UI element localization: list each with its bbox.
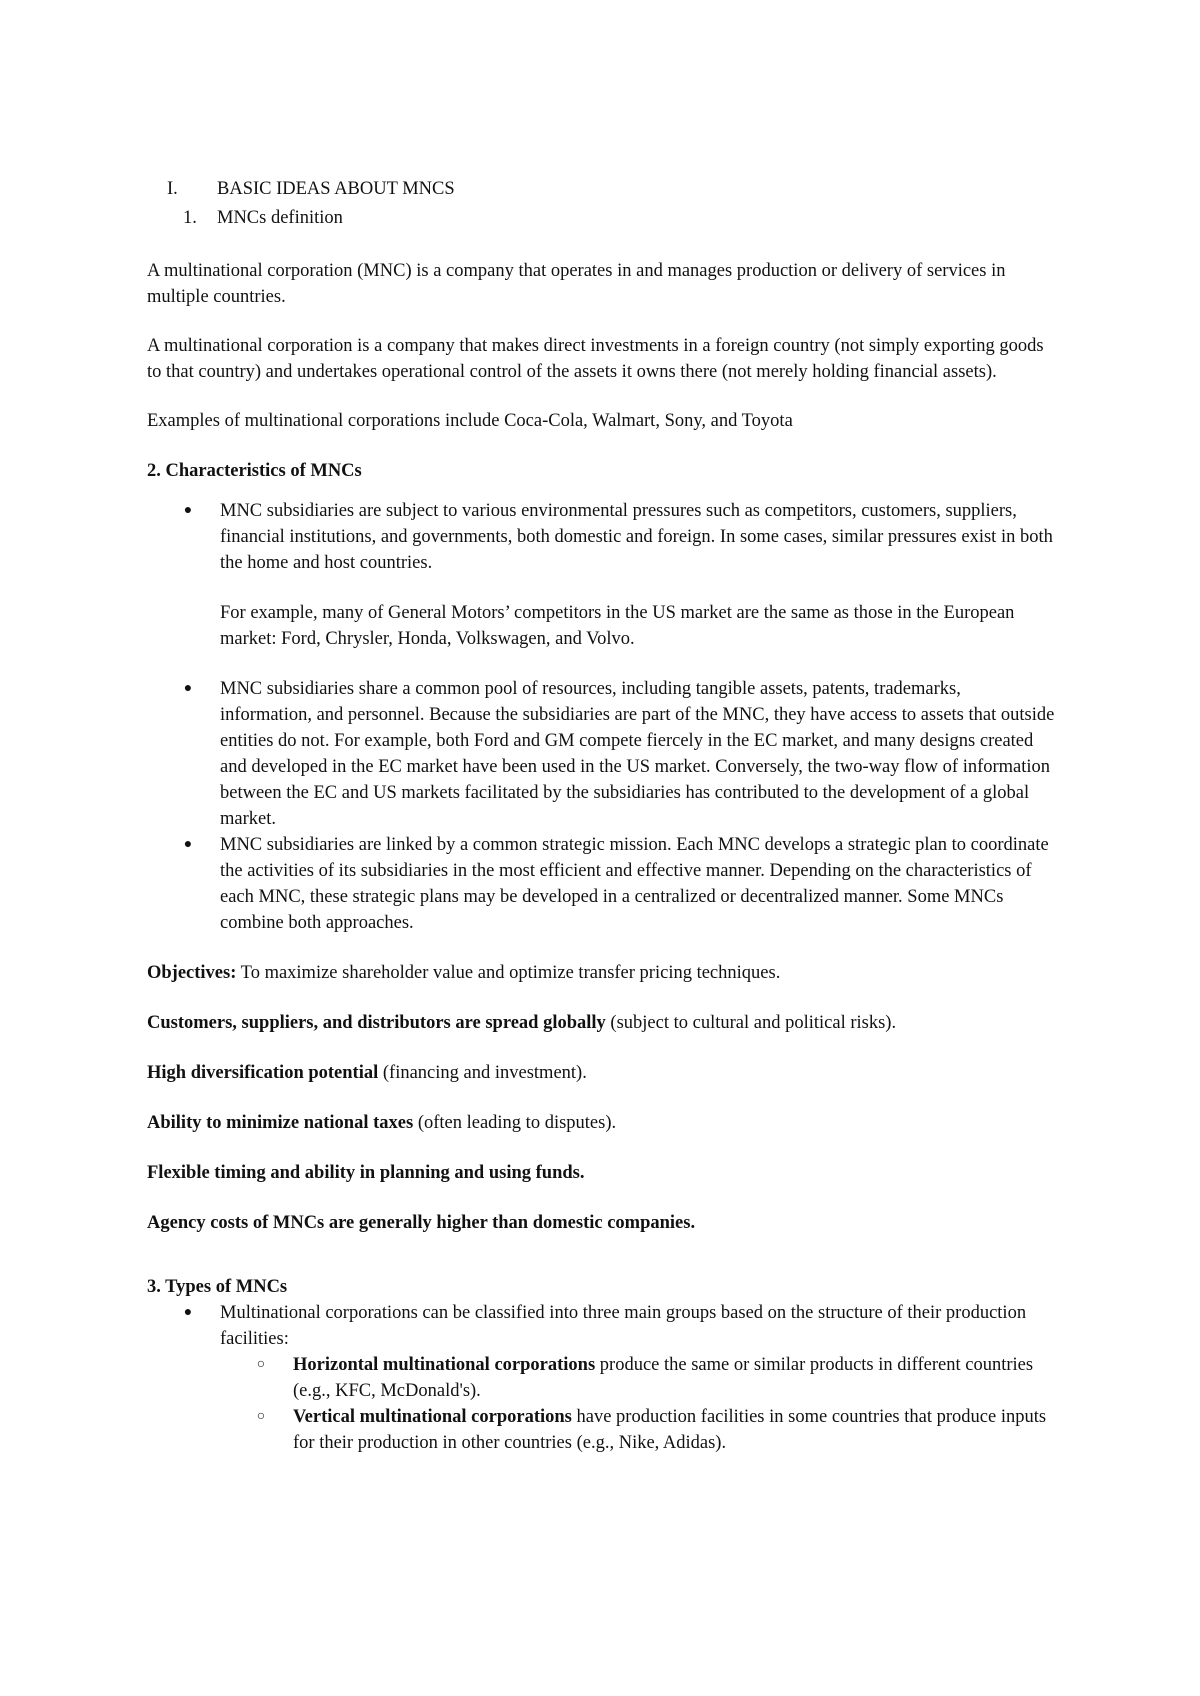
bullet-icon: ● <box>183 837 193 852</box>
subsection-title: MNCs definition <box>217 208 343 228</box>
sub-list-item <box>220 1352 1057 1404</box>
bullet-text: MNC subsidiaries share a common pool of resources, including tangible assets, patents, trademarks, information, and personnel. Because the subsidiaries are part of the MNC, they have access to assets that outside entities do not. For example, both Ford and GM compete fiercely in the EC market, and many designs created and developed in the EC market have been used in the US market. Conversely, the two-way flow of information between the EC and US markets facilitated by the subsidiaries has contributed to the development of a global market. <box>220 679 1055 829</box>
list-item <box>147 498 1057 652</box>
point-label: Ability to minimize national taxes <box>147 1113 414 1133</box>
bullet-icon: ● <box>183 681 193 696</box>
point-label: Flexible timing and ability in planning and using funds. <box>147 1163 585 1183</box>
circle-bullet-icon: ○ <box>256 1357 266 1372</box>
sub-item-text <box>293 1404 1057 1456</box>
point-objectives <box>147 960 1057 986</box>
definition-paragraph: A multinational corporation is a company that makes direct investments in a foreign country (not simply exporting goods to that country) and undertakes operational control of the assets it owns there (not merely holding financial assets). <box>147 336 1044 382</box>
point-label: High diversification potential <box>147 1063 379 1083</box>
sub-item-text <box>293 1352 1057 1404</box>
examples-paragraph: Examples of multinational corporations include Coca-Cola, Walmart, Sony, and Toyota <box>147 411 793 431</box>
type-text: have production facilities in some countries that produce inputs for their production in other countries (e.g., Nike, Adidas). <box>293 1407 1047 1453</box>
types-heading: 3. Types of MNCs <box>147 1277 288 1297</box>
bullet-text: Multinational corporations can be classified into three main groups based on the structure of their production facilities: <box>220 1303 1027 1349</box>
section-title: BASIC IDEAS ABOUT MNCS <box>217 179 455 199</box>
bullet-text: MNC subsidiaries are subject to various environmental pressures such as competitors, customers, suppliers, financial institutions, and governments, both domestic and foreign. In some cases, similar pressures exist in both the home and host countries. <box>220 501 1053 573</box>
type-label: Vertical multinational corporations <box>293 1407 572 1427</box>
point-text: To maximize shareholder value and optimize transfer pricing techniques. <box>236 963 781 983</box>
subsection-heading <box>183 205 1057 231</box>
bullet-icon: ● <box>183 1305 193 1320</box>
types-list <box>147 1300 1057 1456</box>
point-label: Agency costs of MNCs are generally higher than domestic companies. <box>147 1213 696 1233</box>
point-text: (financing and investment). <box>378 1063 587 1083</box>
point-agency-costs <box>147 1210 1057 1236</box>
section-numeral: I. <box>167 179 178 199</box>
subsection-number: 1. <box>183 208 197 228</box>
point-flexible-timing <box>147 1160 1057 1186</box>
characteristics-heading: 2. Characteristics of MNCs <box>147 461 362 481</box>
point-text: (subject to cultural and political risks). <box>605 1013 897 1033</box>
point-label: Objectives: <box>147 963 237 983</box>
bullet-icon: ● <box>183 503 193 518</box>
document-content <box>147 176 1057 1456</box>
characteristics-list <box>147 498 1057 936</box>
list-item <box>147 1300 1057 1456</box>
point-global-spread <box>147 1010 1057 1036</box>
type-label: Horizontal multinational corporations <box>293 1355 596 1375</box>
point-label: Customers, suppliers, and distributors are spread globally <box>147 1013 606 1033</box>
sub-list-item <box>220 1404 1057 1456</box>
list-item <box>147 676 1057 832</box>
point-diversification <box>147 1060 1057 1086</box>
list-item <box>147 832 1057 936</box>
section-heading <box>167 176 1057 202</box>
point-text: (often leading to disputes). <box>413 1113 617 1133</box>
bullet-text: MNC subsidiaries are linked by a common strategic mission. Each MNC develops a strategic plan to coordinate the activities of its subsidiaries in the most efficient and effective manner. Depending on the characteristics of each MNC, these strategic plans may be developed in a centralized or decentralized manner. Some MNCs combine both approaches. <box>220 835 1049 933</box>
type-text: produce the same or similar products in different countries (e.g., KFC, McDonald's). <box>293 1355 1034 1401</box>
point-taxes <box>147 1110 1057 1136</box>
definition-paragraph: A multinational corporation (MNC) is a company that operates in and manages production or delivery of services in multiple countries. <box>147 261 1006 307</box>
types-sub-list <box>220 1352 1057 1456</box>
bullet-example: For example, many of General Motors’ competitors in the US market are the same as those in the European market: Ford, Chrysler, Honda, Volkswagen, and Volvo. <box>220 603 1015 649</box>
circle-bullet-icon: ○ <box>256 1409 266 1424</box>
